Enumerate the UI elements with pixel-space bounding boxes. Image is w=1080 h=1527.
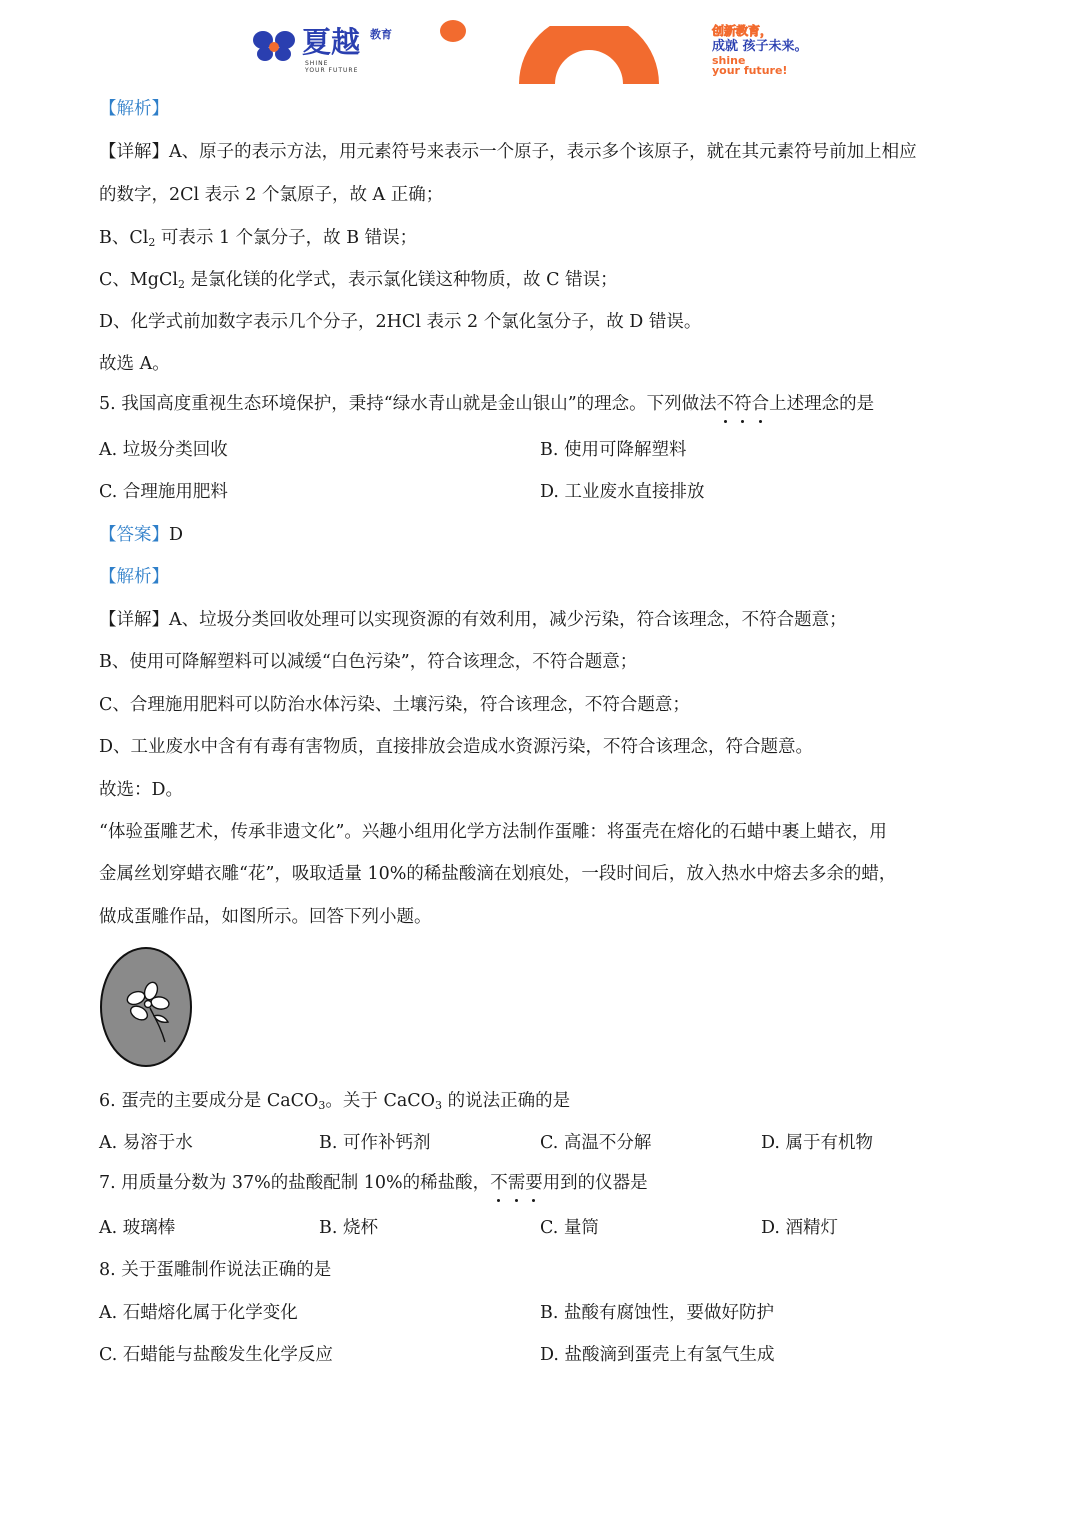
q5-detail-a bbox=[99, 608, 847, 632]
q7-option-c: C. 量筒 bbox=[540, 1218, 599, 1238]
q4-c-sub: 2 bbox=[178, 278, 185, 291]
q4-c-pre: C、MgCl bbox=[99, 270, 178, 290]
q5-answer bbox=[99, 523, 183, 547]
q5-detail-a-text: A、垃圾分类回收处理可以实现资源的有效利用，减少污染，符合该理念，不符合题意； bbox=[169, 610, 847, 630]
brand-tagline-1: SHINE bbox=[305, 60, 329, 67]
q5-analysis-tag: 【解析】 bbox=[99, 567, 169, 587]
q6-sub-1: 3 bbox=[318, 1099, 326, 1112]
q5-detail-b: B、使用可降解塑料可以减缓“白色污染”，符合该理念，不符合题意； bbox=[99, 652, 638, 672]
q5-option-b: B. 使用可降解塑料 bbox=[540, 440, 687, 460]
q8-stem: 8. 关于蛋雕制作说法正确的是 bbox=[99, 1260, 332, 1280]
q7-emphasis-char: 要 bbox=[525, 1173, 543, 1193]
slogan-line-4: your future! bbox=[712, 64, 788, 77]
q5-stem bbox=[99, 392, 874, 416]
q5-detail-tag: 【详解】 bbox=[99, 610, 169, 630]
q5-option-c: C. 合理施用肥料 bbox=[99, 482, 228, 502]
passage-line-2: 金属丝划穿蜡衣雕“花”，吸取适量 10%的稀盐酸滴在划痕处，一段时间后，放入热水中熔去多余的蜡， bbox=[99, 864, 897, 884]
q4-analysis-tag: 【解析】 bbox=[99, 99, 169, 119]
q7-emphasis-char: 需 bbox=[507, 1173, 526, 1193]
q7-emphasis-char: 不 bbox=[490, 1173, 508, 1193]
passage-line-3: 做成蛋雕作品，如图所示。回答下列小题。 bbox=[99, 907, 432, 927]
q6-option-c: C. 高温不分解 bbox=[540, 1133, 652, 1153]
q8-option-d: D. 盐酸滴到蛋壳上有氢气生成 bbox=[540, 1345, 775, 1365]
q5-choose: 故选：D。 bbox=[99, 780, 184, 800]
q7-option-d: D. 酒精灯 bbox=[761, 1218, 839, 1238]
q7-stem bbox=[99, 1171, 648, 1195]
q6-stem-mid: 。关于 CaCO bbox=[325, 1091, 436, 1111]
orange-dot-decoration bbox=[440, 20, 466, 42]
q5-detail-c: C、合理施用肥料可以防治水体污染、土壤污染，符合该理念，不符合题意； bbox=[99, 695, 690, 715]
q4-c-post: 是氯化镁的化学式，表示氯化镁这种物质，故 C 错误； bbox=[185, 270, 618, 290]
header bbox=[0, 0, 1080, 90]
brand-suffix: 教育 bbox=[370, 28, 392, 41]
q7-option-a: A. 玻璃棒 bbox=[99, 1218, 176, 1238]
slogan-line-1: 创新教育， bbox=[712, 24, 773, 38]
q5-option-a: A. 垃圾分类回收 bbox=[99, 440, 228, 460]
q6-option-d: D. 属于有机物 bbox=[761, 1133, 874, 1153]
q7-option-b: B. 烧杯 bbox=[319, 1218, 378, 1238]
q8-option-a: A. 石蜡熔化属于化学变化 bbox=[99, 1303, 298, 1323]
q5-stem-pre: 5. 我国高度重视生态环境保护，秉持“绿水青山就是金山银山”的理念。下列做法 bbox=[99, 394, 717, 414]
q4-detail-line-1 bbox=[99, 140, 917, 164]
q8-option-c: C. 石蜡能与盐酸发生化学反应 bbox=[99, 1345, 333, 1365]
q7-stem-post: 用到的仪器是 bbox=[542, 1173, 648, 1193]
q8-option-b: B. 盐酸有腐蚀性，要做好防护 bbox=[540, 1303, 774, 1323]
q4-detail-b bbox=[99, 226, 417, 250]
orange-arch-decoration bbox=[519, 26, 659, 86]
q7-stem-pre: 7. 用质量分数为 37%的盐酸配制 10%的稀盐酸， bbox=[99, 1173, 491, 1193]
q5-option-d: D. 工业废水直接排放 bbox=[540, 482, 705, 502]
q4-detail-tag: 【详解】 bbox=[99, 142, 169, 162]
brand-name: 夏越 bbox=[302, 25, 361, 59]
q6-option-b: B. 可作补钙剂 bbox=[319, 1133, 431, 1153]
q5-detail-d: D、工业废水中含有有毒有害物质，直接排放会造成水资源污染，不符合该理念，符合题意。 bbox=[99, 737, 814, 757]
q6-stem-pre: 6. 蛋壳的主要成分是 CaCO bbox=[99, 1091, 319, 1111]
egg-carving-figure bbox=[99, 946, 193, 1068]
q4-detail-d: D、化学式前加数字表示几个分子，2HCl 表示 2 个氯化氢分子，故 D 错误。 bbox=[99, 312, 702, 332]
q5-answer-value: D bbox=[169, 525, 184, 545]
q5-emphasis-char: 不 bbox=[716, 394, 735, 414]
q4-detail-line-2: 的数字，2Cl 表示 2 个氯原子，故 A 正确； bbox=[99, 185, 444, 205]
q6-sub-2: 3 bbox=[435, 1099, 443, 1112]
q5-answer-tag: 【答案】 bbox=[99, 525, 169, 545]
q6-stem bbox=[99, 1089, 570, 1113]
passage-line-1: “体验蛋雕艺术，传承非遗文化”。兴趣小组用化学方法制作蛋雕：将蛋壳在熔化的石蜡中裹上蜡衣，用 bbox=[99, 822, 887, 842]
q4-b-sub: 2 bbox=[148, 236, 156, 249]
q4-detail-text-1: A、原子的表示方法，用元素符号来表示一个原子，表示多个该原子，就在其元素符号前加上相应 bbox=[169, 142, 917, 162]
q5-emphasis-char: 合 bbox=[751, 394, 770, 414]
slogan-line-2: 成就 孩子未来。 bbox=[712, 39, 808, 54]
brand-butterfly-icon bbox=[252, 28, 296, 62]
q4-b-pre: B、Cl bbox=[99, 228, 149, 248]
q5-stem-post: 上述理念的是 bbox=[769, 394, 875, 414]
q6-stem-post: 的说法正确的是 bbox=[442, 1091, 571, 1111]
q5-emphasis-char: 符 bbox=[734, 394, 752, 414]
slogan-line-3: shine bbox=[712, 54, 746, 67]
q4-b-post: 可表示 1 个氯分子，故 B 错误； bbox=[155, 228, 418, 248]
q6-option-a: A. 易溶于水 bbox=[99, 1133, 193, 1153]
q4-choose: 故选 A。 bbox=[99, 354, 170, 374]
brand-tagline-2: YOUR FUTURE bbox=[305, 67, 359, 74]
q4-detail-c bbox=[99, 268, 618, 292]
